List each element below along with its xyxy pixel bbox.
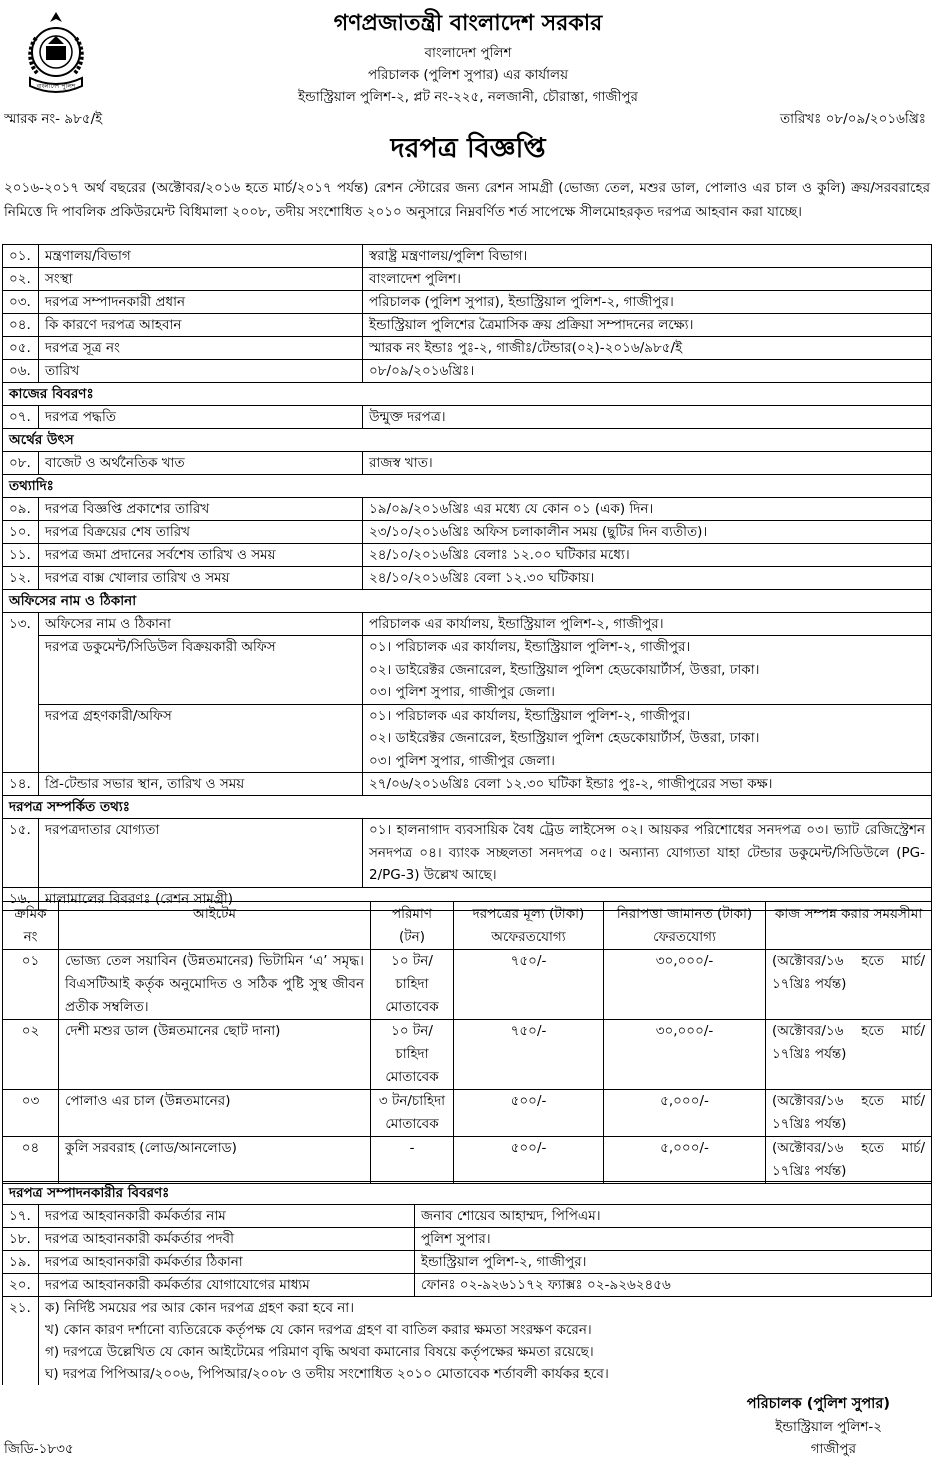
table-row: ০৫. দরপত্র সূত্র নং স্মারক নং ইন্ডাঃ পুঃ-২, গাজীঃ/টেন্ডার(০২)-২০১৬/৯৮৫/ই [3,337,932,360]
table-row: ১৫. দরপত্রদাতার যোগ্যতা ০১। হালনাগাদ ব্যবসায়িক বৈধ ট্রেড লাইসেন্স ০২। আয়কর পরিশোধের সনদপত্র ০৩। ভ্যাট রেজিস্ট্রেশন সনদপত্র ০৪। ব্যাংক সচ্ছলতা সনদপত্র ০৫। অন্যান্য যোগ্যতা যাহা টেন্ডার ডকুমেন্ট/সিডিউলে (PG-2/PG-3) উল্লেখ আছে। [3,819,932,888]
table-row: ০৪. কি কারণে দরপত্র আহবান ইন্ডাস্ট্রিয়াল পুলিশের ত্রৈমাসিক ক্রয় প্রক্রিয়া সম্পাদনের লক্ষ্যে। [3,314,932,337]
item-row: ০১ ভোজ্য তেল সয়াবিন (উন্নতমানের) ভিটামিন ‘এ’ সমৃদ্ধ। বিএসটিআই কর্তৃক অনুমোদিত ও সঠিক পুষ্টি সুস্থ জীবন প্রতীক সম্বলিত। ১০ টন/চাহিদা মোতাবেক ৭৫০/- ৩০,০০০/- (অক্টোবর/১৬ হতে মার্চ/১৭খ্রিঃ পর্যন্ত) [3,950,932,1020]
table-row: ২০. দরপত্র আহবানকারী কর্মকর্তার যোগাযোগের মাধ্যম ফোনঃ ০২-৯২৬১১৭২ ফ্যাক্সঃ ০২-৯২৬২৪৫৬ [3,1274,932,1297]
section-officer: দরপত্র সম্পাদনকারীর বিবরণঃ [3,1182,932,1205]
table-row: ১৮. দরপত্র আহবানকারী কর্মকর্তার পদবী পুলিশ সুপার। [3,1228,932,1251]
conditions-list: ক) নির্দিষ্ট সময়ের পর আর কোন দরপত্র গ্রহণ করা হবে না। খ) কোন কারণ দর্শানো ব্যতিরেকে কর্তৃপক্ষ যে কোন দরপত্র গ্রহণ বা বাতিল করার ক্ষমতা সংরক্ষণ করেন। গ) দরপত্রে উল্লেখিত যে কোন আইটেমের পরিমাণ বৃদ্ধি অথবা কমানোর বিষয়ে কর্তৃপক্ষের ক্ষমতা রয়েছে। ঘ) দরপত্র পিপিআর/২০০৬, পিপিআর/২০০৮ ও তদীয় সংশোধিত ২০১০ মোতাবেক শর্তাবলী কার্যকর হবে। [39,1297,932,1386]
signature-unit: ইন্ডাস্ট্রিয়াল পুলিশ-২ [775,1419,882,1435]
section-fund: অর্থের উৎস [3,429,932,452]
section-tender: দরপত্র সম্পর্কিত তথ্যঃ [3,796,932,819]
table-row: ০৮. বাজেট ও অর্থনৈতিক খাত রাজস্ব খাত। [3,452,932,475]
government-title: গণপ্রজাতন্ত্রী বাংলাদেশ সরকার [333,11,603,36]
table-row: ২১. ক) নির্দিষ্ট সময়ের পর আর কোন দরপত্র গ্রহণ করা হবে না। খ) কোন কারণ দর্শানো ব্যতিরেকে কর্তৃপক্ষ যে কোন দরপত্র গ্রহণ বা বাতিল করার ক্ষমতা সংরক্ষণ করেন। গ) দরপত্রে উল্লেখিত যে কোন আইটেমের পরিমাণ বৃদ্ধি অথবা কমানোর বিষয়ে কর্তৃপক্ষের ক্ষমতা রয়েছে। ঘ) দরপত্র পিপিআর/২০০৬, পিপিআর/২০০৮ ও তদীয় সংশোধিত ২০১০ মোতাবেক শর্তাবলী কার্যকর হবে। [3,1297,932,1386]
emblem-text: বাংলাদেশ পুলিশ [36,83,76,90]
section-office: অফিসের নাম ও ঠিকানা [3,590,932,613]
table-row: ১০. দরপত্র বিক্রয়ের শেষ তারিখ ২৩/১০/২০১৬খ্রিঃ অফিস চলাকালীন সময় (ছুটির দিন ব্যতীত)। [3,521,932,544]
table-row: ০৬. তারিখ ০৮/০৯/২০১৬খ্রিঃ। [3,360,932,383]
items-header-row: ক্রমিক নং আইটেম পরিমাণ (টন) দরপত্রের মূল্য (টাকা) অফেরতযোগ্য নিরাপত্তা জামানত (টাকা) ফেরতযোগ্য কাজ সম্পন্ন করার সময়সীমা [3,902,932,950]
sellers-list: ০১। পরিচালক এর কার্যালয়, ইন্ডাস্ট্রিয়াল পুলিশ-২, গাজীপুর। ০২। ডাইরেক্টর জেনারেল, ইন্ডাস্ট্রিয়াল পুলিশ হেডকোয়ার্টার্স, উত্তরা, ঢাকা। ০৩। পুলিশ সুপার, গাজীপুর জেলা। [363,636,932,705]
intro-paragraph: ২০১৬-২০১৭ অর্থ বছরের (অক্টোবর/২০১৬ হতে মার্চ/২০১৭ পর্যন্ত) রেশন স্টোরের জন্য রেশন সামগ্রী (ভোজ্য তেল, মশুর ডাল, পোলাও এর চাল ও কুলি) ক্রয়/সরবরাহের নিমিত্তে দি পাবলিক প্রকিউরমেন্ট বিধিমালা ২০০৮, তদীয় সংশোধিত ২০১০ অনুসারে নিম্নবর্ণিত শর্ত সাপেক্ষে সীলমোহরকৃত দরপত্র আহবান করা যাচ্ছে। [4,180,930,220]
table-row: দরপত্র ডকুমেন্ট/সিডিউল বিক্রয়কারী অফিস ০১। পরিচালক এর কার্যালয়, ইন্ডাস্ট্রিয়াল পুলিশ-২, গাজীপুর। ০২। ডাইরেক্টর জেনারেল, ইন্ডাস্ট্রিয়াল পুলিশ হেডকোয়ার্টার্স, উত্তরা, ঢাকা। ০৩। পুলিশ সুপার, গাজীপুর জেলা। [3,636,932,705]
table-row: ১১. দরপত্র জমা প্রদানের সর্বশেষ তারিখ ও সময় ২৪/১০/২০১৬খ্রিঃ বেলাঃ ১২.০০ ঘটিকার মধ্যে। [3,544,932,567]
officer-table [2,1181,932,1385]
table-row: ০৭. দরপত্র পদ্ধতি উন্মুক্ত দরপত্র। [3,406,932,429]
receivers-list: ০১। পরিচালক এর কার্যালয়, ইন্ডাস্ট্রিয়াল পুলিশ-২, গাজীপুর। ০২। ডাইরেক্টর জেনারেল, ইন্ডাস্ট্রিয়াল পুলিশ হেডকোয়ার্টার্স, উত্তরা, ঢাকা। ০৩। পুলিশ সুপার, গাজীপুর জেলা। [363,704,932,773]
table-row: ১৪. প্রি-টেন্ডার সভার স্থান, তারিখ ও সময় ২৭/০৬/২০১৬খ্রিঃ বেলা ১২.৩০ ঘটিকা ইন্ডাঃ পুঃ-২, গাজীপুরের সভা কক্ষ। [3,773,932,796]
office-name: পরিচালক (পুলিশ সুপার) এর কার্যালয় [367,67,569,83]
item-row: ০২ দেশী মশুর ডাল (উন্নতমানের ছোট দানা) ১০ টন/চাহিদা মোতাবেক ৭৫০/- ৩০,০০০/- (অক্টোবর/১৬ হতে মার্চ/১৭খ্রিঃ পর্যন্ত) [3,1020,932,1090]
office-address: ইন্ডাস্ট্রিয়াল পুলিশ-২, প্লট নং-২২৫, নলজানী, চৌরাস্তা, গাজীপুর [298,89,638,105]
item-row: ০৩ পোলাও এর চাল (উন্নতমানের) ৩ টন/চাহিদা মোতাবেক ৫০০/- ৫,০০০/- (অক্টোবর/১৬ হতে মার্চ/১৭খ্রিঃ পর্যন্ত) [3,1090,932,1137]
signature-title: পরিচালক (পুলিশ সুপার) [746,1396,890,1412]
table-row: ০২. সংস্থা বাংলাদেশ পুলিশ। [3,268,932,291]
document-title: দরপত্র বিজ্ঞপ্তি [390,133,546,164]
table-row: ১৬. মালামালের বিবরণঃ (রেশন সামগ্রী) [3,887,932,910]
table-row: ০৩. দরপত্র সম্পাদনকারী প্রধান পরিচালক (পুলিশ সুপার), ইন্ডাস্ট্রিয়াল পুলিশ-২, গাজীপুর। [3,291,932,314]
table-row: ১২. দরপত্র বাক্স খোলার তারিখ ও সময় ২৪/১০/২০১৬খ্রিঃ বেলা ১২.৩০ ঘটিকায়। [3,567,932,590]
table-row: ০১. মন্ত্রণালয়/বিভাগ স্বরাষ্ট্র মন্ত্রণালয়/পুলিশ বিভাগ। [3,245,932,268]
section-work: কাজের বিবরণঃ [3,383,932,406]
section-info: তথ্যাদিঃ [3,475,932,498]
memo-number: স্মারক নং- ৯৮৫/ই [4,111,103,127]
department-name: বাংলাদেশ পুলিশ [424,45,512,61]
table-row: ১৯. দরপত্র আহবানকারী কর্মকর্তার ঠিকানা ইন্ডাস্ট্রিয়াল পুলিশ-২, গাজীপুর। [3,1251,932,1274]
table-row: দরপত্র গ্রহণকারী/অফিস ০১। পরিচালক এর কার্যালয়, ইন্ডাস্ট্রিয়াল পুলিশ-২, গাজীপুর। ০২। ডাইরেক্টর জেনারেল, ইন্ডাস্ট্রিয়াল পুলিশ হেডকোয়ার্টার্স, উত্তরা, ঢাকা। ০৩। পুলিশ সুপার, গাজীপুর জেলা। [3,704,932,773]
gd-number: জিডি-১৮৩৫ [4,1441,74,1457]
signature-place: গাজীপুর [810,1441,856,1457]
table-row: ১৭. দরপত্র আহবানকারী কর্মকর্তার নাম জনাব শোয়েব আহাম্মদ, পিপিএম। [3,1205,932,1228]
notice-date: তারিখঃ ০৮/০৯/২০১৬খ্রিঃ [779,111,926,127]
tender-info-table [2,244,932,911]
table-row: ০৯. দরপত্র বিজ্ঞপ্তি প্রকাশের তারিখ ১৯/০৯/২০১৬খ্রিঃ এর মধ্যে যে কোন ০১ (এক) দিন। [3,498,932,521]
item-row: ০৪ কুলি সরবরাহ (লোড/আনলোড) - ৫০০/- ৫,০০০/- (অক্টোবর/১৬ হতে মার্চ/১৭খ্রিঃ পর্যন্ত) [3,1137,932,1184]
items-table [2,901,932,1184]
table-row: ১৩. অফিসের নাম ও ঠিকানা পরিচালক এর কার্যালয়, ইন্ডাস্ট্রিয়াল পুলিশ-২, গাজীপুর। [3,613,932,636]
